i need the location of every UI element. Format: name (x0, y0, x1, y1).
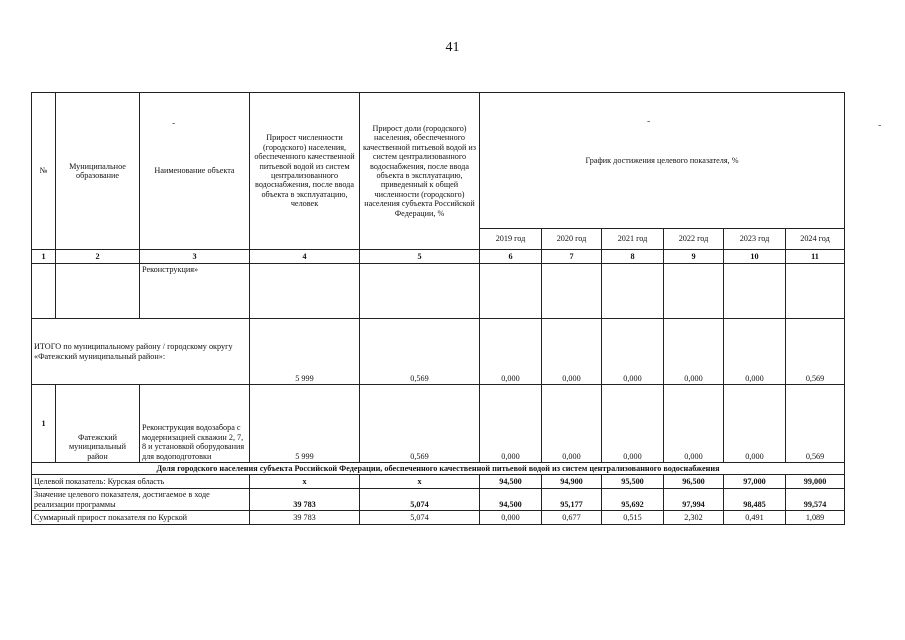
people-cell: 5 999 (250, 385, 360, 463)
header-number: № (32, 93, 56, 250)
column-number: 7 (542, 250, 602, 264)
achieved-people: 39 783 (250, 489, 360, 511)
stray-mark: - (647, 116, 651, 127)
object-cell: Реконструкция водозабора с модернизацией скважин 2, 7, 8 и установкой оборудования для водоподготовки (140, 385, 250, 463)
header-object-name: Наименование объекта (140, 93, 250, 250)
target-indicator-table (31, 92, 845, 525)
achieved-year-value: 99,574 (786, 489, 845, 511)
column-number: 6 (480, 250, 542, 264)
summary-label: Суммарный прирост показателя по Курской (32, 511, 250, 525)
total-label: ИТОГО по муниципальному району / городскому округу «Фатежский муниципальный район»: (32, 319, 250, 385)
summary-year-value: 0,677 (542, 511, 602, 525)
column-number: 11 (786, 250, 845, 264)
achieved-year-value: 94,500 (480, 489, 542, 511)
header-share-growth: Прирост доли (городского) населения, обеспеченного качественной питьевой водой из систем централизованного водоснабжения, после ввода объекта в эксплуатацию, приведенный к общей численности (городского) населения субъекта Российской Федерации, % (360, 93, 480, 250)
header-year: 2021 год (602, 229, 664, 250)
year-value: 0,000 (602, 385, 664, 463)
header-year: 2024 год (786, 229, 845, 250)
achieved-year-value: 95,177 (542, 489, 602, 511)
target-year-value: 95,500 (602, 475, 664, 489)
total-people: 5 999 (250, 319, 360, 385)
target-year-value: 94,500 (480, 475, 542, 489)
object-cell: Реконструкция» (140, 264, 250, 319)
section-title: Доля городского населения субъекта Российской Федерации, обеспеченного качественной питьевой водой из систем централизованного водоснабжения (32, 463, 845, 475)
total-year-value: 0,000 (664, 319, 724, 385)
achieved-year-value: 95,692 (602, 489, 664, 511)
total-year-value: 0,000 (724, 319, 786, 385)
share-cell: 0,569 (360, 385, 480, 463)
header-schedule: График достижения целевого показателя, % (480, 93, 845, 229)
column-number: 3 (140, 250, 250, 264)
column-number: 9 (664, 250, 724, 264)
stray-mark: - (878, 120, 882, 131)
summary-year-value: 0,515 (602, 511, 664, 525)
target-year-value: 96,500 (664, 475, 724, 489)
year-value: 0,569 (786, 385, 845, 463)
page-number: 41 (445, 40, 460, 55)
municipality-cell: Фатежский муниципальный район (56, 385, 140, 463)
year-value: 0,000 (480, 385, 542, 463)
header-year: 2020 год (542, 229, 602, 250)
year-value: 0,000 (724, 385, 786, 463)
target-share: x (360, 475, 480, 489)
summary-share: 5,074 (360, 511, 480, 525)
table-row-summary (32, 511, 845, 525)
table-row-continuation (32, 264, 845, 319)
table-row-total (32, 319, 845, 385)
column-numbers-row (32, 250, 845, 264)
table-row-achieved (32, 489, 845, 511)
summary-year-value: 0,491 (724, 511, 786, 525)
target-year-value: 99,000 (786, 475, 845, 489)
header-year: 2019 год (480, 229, 542, 250)
target-people: x (250, 475, 360, 489)
year-value: 0,000 (664, 385, 724, 463)
column-number: 4 (250, 250, 360, 264)
total-share: 0,569 (360, 319, 480, 385)
total-year-value: 0,569 (786, 319, 845, 385)
achieved-year-value: 97,994 (664, 489, 724, 511)
header-municipality: Муниципальное образование (56, 93, 140, 250)
header-year: 2022 год (664, 229, 724, 250)
summary-year-value: 2,302 (664, 511, 724, 525)
summary-year-value: 1,089 (786, 511, 845, 525)
column-number: 1 (32, 250, 56, 264)
total-year-value: 0,000 (542, 319, 602, 385)
column-number: 10 (724, 250, 786, 264)
header-row (32, 93, 845, 229)
target-year-value: 97,000 (724, 475, 786, 489)
column-number: 8 (602, 250, 664, 264)
total-year-value: 0,000 (480, 319, 542, 385)
stray-mark: - (172, 118, 176, 129)
achieved-share: 5,074 (360, 489, 480, 511)
target-year-value: 94,900 (542, 475, 602, 489)
header-population-growth: Прирост численности (городского) населения, обеспеченного качественной питьевой водой из систем централизованного водоснабжения, после ввода объекта в эксплуатацию, человек (250, 93, 360, 250)
column-number: 2 (56, 250, 140, 264)
summary-year-value: 0,000 (480, 511, 542, 525)
row-number: 1 (32, 385, 56, 463)
section-title-row (32, 463, 845, 475)
table-row-fatezh (32, 385, 845, 463)
achieved-year-value: 98,485 (724, 489, 786, 511)
target-label: Целевой показатель: Курская область (32, 475, 250, 489)
achieved-label: Значение целевого показателя, достигаемое в ходе реализации программы (32, 489, 250, 511)
year-value: 0,000 (542, 385, 602, 463)
summary-people: 39 783 (250, 511, 360, 525)
table-row-target (32, 475, 845, 489)
total-year-value: 0,000 (602, 319, 664, 385)
column-number: 5 (360, 250, 480, 264)
header-year: 2023 год (724, 229, 786, 250)
